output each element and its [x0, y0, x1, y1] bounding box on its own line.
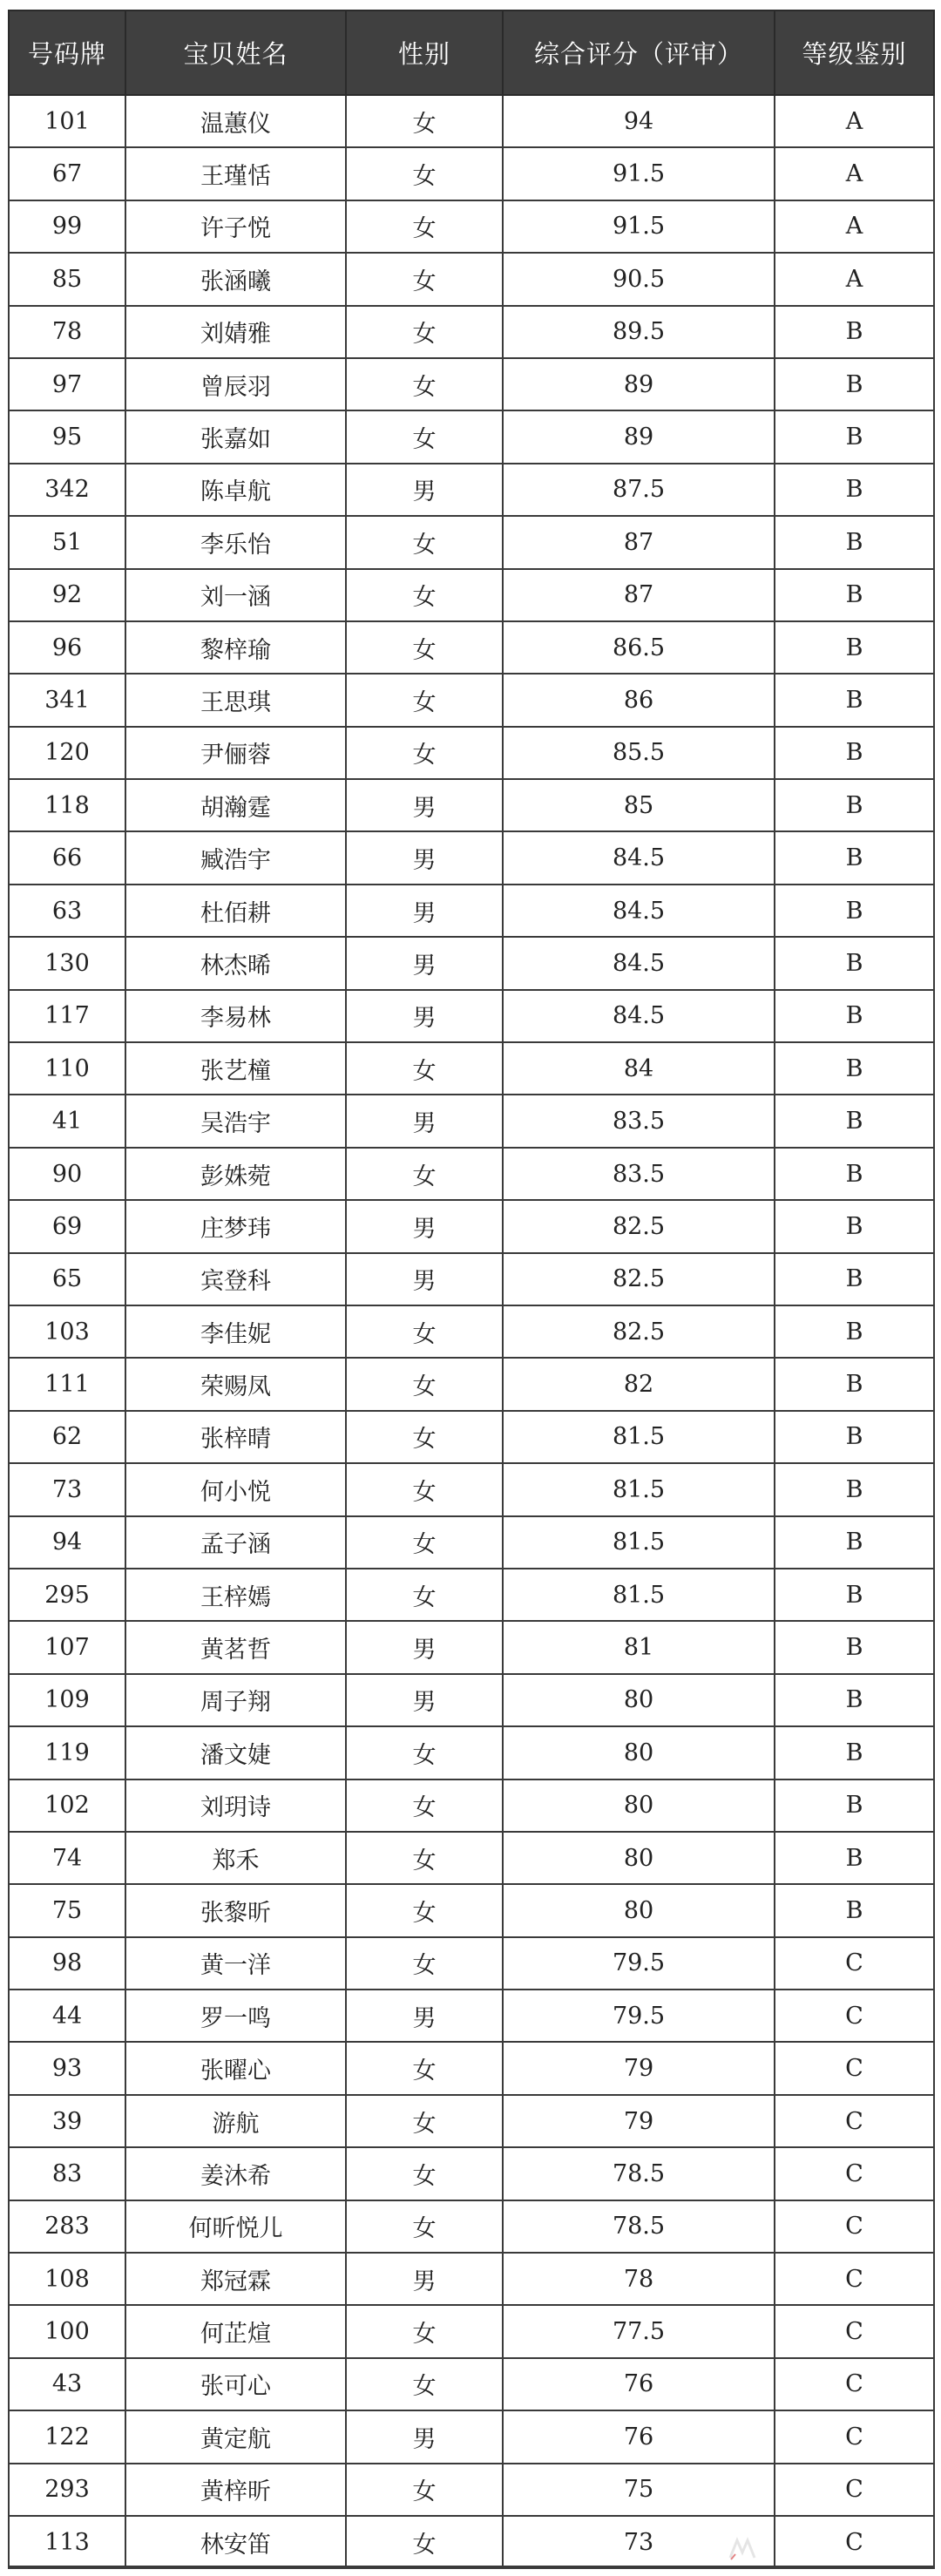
cell-score: 81.5 — [503, 1569, 775, 1621]
cell-score: 80 — [503, 1832, 775, 1884]
cell-grade: A — [775, 147, 934, 200]
cell-grade: B — [775, 1779, 934, 1832]
cell-number: 283 — [9, 2200, 125, 2253]
table-row — [9, 1990, 934, 2042]
cell-number: 78 — [9, 306, 125, 358]
table-row — [9, 1358, 934, 1410]
cell-name: 彭姝菀 — [125, 1148, 346, 1200]
cell-gender: 女 — [346, 1726, 503, 1779]
cell-number: 66 — [9, 831, 125, 884]
cell-score: 84.5 — [503, 831, 775, 884]
table-bottom-border — [8, 2566, 933, 2567]
table-row — [9, 1305, 934, 1358]
table-row — [9, 2095, 934, 2147]
cell-number: 43 — [9, 2358, 125, 2410]
cell-grade: B — [775, 1042, 934, 1095]
table-header — [9, 10, 934, 95]
cell-gender: 男 — [346, 779, 503, 831]
cell-name: 曾辰羽 — [125, 358, 346, 410]
cell-grade: B — [775, 990, 934, 1042]
cell-number: 83 — [9, 2147, 125, 2200]
cell-grade: B — [775, 779, 934, 831]
cell-score: 84.5 — [503, 937, 775, 989]
cell-score: 78.5 — [503, 2147, 775, 2200]
table-row — [9, 516, 934, 568]
cell-gender: 女 — [346, 200, 503, 253]
table-row — [9, 464, 934, 516]
table-row — [9, 831, 934, 884]
cell-name: 郑冠霖 — [125, 2253, 346, 2305]
cell-gender: 女 — [346, 1042, 503, 1095]
cell-number: 120 — [9, 727, 125, 779]
table-row — [9, 95, 934, 147]
cell-score: 89.5 — [503, 306, 775, 358]
cell-score: 83.5 — [503, 1148, 775, 1200]
cell-gender: 女 — [346, 2305, 503, 2357]
table-row — [9, 990, 934, 1042]
cell-score: 94 — [503, 95, 775, 147]
cell-grade: B — [775, 937, 934, 989]
cell-name: 张嘉如 — [125, 410, 346, 463]
cell-gender: 女 — [346, 569, 503, 621]
cell-grade: A — [775, 253, 934, 305]
cell-number: 108 — [9, 2253, 125, 2305]
cell-score: 83.5 — [503, 1095, 775, 1147]
cell-grade: B — [775, 831, 934, 884]
cell-name: 黄梓昕 — [125, 2464, 346, 2516]
cell-number: 74 — [9, 1832, 125, 1884]
table-row — [9, 1569, 934, 1621]
cell-score: 78 — [503, 2253, 775, 2305]
cell-score: 85 — [503, 779, 775, 831]
table-row — [9, 358, 934, 410]
results-table — [8, 10, 935, 2569]
cell-score: 79.5 — [503, 1937, 775, 1990]
cell-grade: B — [775, 1884, 934, 1936]
cell-number: 295 — [9, 1569, 125, 1621]
cell-grade: B — [775, 306, 934, 358]
table-row — [9, 1253, 934, 1305]
table-row — [9, 2358, 934, 2410]
table-row — [9, 2042, 934, 2094]
cell-number: 130 — [9, 937, 125, 989]
cell-number: 109 — [9, 1674, 125, 1726]
cell-grade: B — [775, 569, 934, 621]
cell-score: 79.5 — [503, 1990, 775, 2042]
cell-score: 81.5 — [503, 1463, 775, 1515]
table-row — [9, 2147, 934, 2200]
cell-name: 杜佰耕 — [125, 885, 346, 937]
cell-name: 陈卓航 — [125, 464, 346, 516]
cell-score: 76 — [503, 2358, 775, 2410]
cell-grade: C — [775, 2305, 934, 2357]
cell-name: 庄梦玮 — [125, 1200, 346, 1252]
cell-name: 李易林 — [125, 990, 346, 1042]
cell-gender: 女 — [346, 306, 503, 358]
cell-grade: C — [775, 2200, 934, 2253]
cell-number: 94 — [9, 1516, 125, 1569]
cell-grade: B — [775, 1569, 934, 1621]
cell-grade: B — [775, 885, 934, 937]
cell-grade: B — [775, 1411, 934, 1463]
cell-number: 63 — [9, 885, 125, 937]
header-score: 综合评分（评审） — [503, 10, 775, 95]
cell-grade: B — [775, 358, 934, 410]
table-row — [9, 1148, 934, 1200]
cell-number: 69 — [9, 1200, 125, 1252]
cell-name: 黄一洋 — [125, 1937, 346, 1990]
cell-gender: 男 — [346, 1200, 503, 1252]
cell-number: 341 — [9, 674, 125, 726]
cell-grade: B — [775, 1095, 934, 1147]
cell-score: 82.5 — [503, 1253, 775, 1305]
cell-score: 81.5 — [503, 1411, 775, 1463]
cell-number: 51 — [9, 516, 125, 568]
cell-name: 许子悦 — [125, 200, 346, 253]
cell-score: 85.5 — [503, 727, 775, 779]
cell-number: 65 — [9, 1253, 125, 1305]
cell-grade: B — [775, 410, 934, 463]
cell-score: 80 — [503, 1674, 775, 1726]
cell-score: 76 — [503, 2410, 775, 2463]
cell-grade: B — [775, 621, 934, 674]
cell-score: 73 — [503, 2516, 775, 2568]
cell-gender: 男 — [346, 1990, 503, 2042]
cell-name: 潘文婕 — [125, 1726, 346, 1779]
cell-gender: 女 — [346, 147, 503, 200]
cell-gender: 女 — [346, 727, 503, 779]
cell-gender: 女 — [346, 1305, 503, 1358]
table-row — [9, 2305, 934, 2357]
cell-score: 78.5 — [503, 2200, 775, 2253]
table-row — [9, 2464, 934, 2516]
cell-grade: B — [775, 1358, 934, 1410]
cell-score: 91.5 — [503, 200, 775, 253]
cell-gender: 女 — [346, 2042, 503, 2094]
cell-number: 342 — [9, 464, 125, 516]
cell-score: 80 — [503, 1884, 775, 1936]
cell-number: 93 — [9, 2042, 125, 2094]
cell-gender: 男 — [346, 990, 503, 1042]
cell-number: 117 — [9, 990, 125, 1042]
cell-name: 胡瀚霆 — [125, 779, 346, 831]
cell-grade: B — [775, 1516, 934, 1569]
cell-number: 101 — [9, 95, 125, 147]
cell-gender: 女 — [346, 2095, 503, 2147]
cell-number: 41 — [9, 1095, 125, 1147]
cell-name: 李乐怡 — [125, 516, 346, 568]
cell-gender: 女 — [346, 674, 503, 726]
cell-name: 王瑾恬 — [125, 147, 346, 200]
cell-name: 孟子涵 — [125, 1516, 346, 1569]
table-row — [9, 200, 934, 253]
cell-name: 姜沐希 — [125, 2147, 346, 2200]
cell-name: 王思琪 — [125, 674, 346, 726]
cell-gender: 女 — [346, 95, 503, 147]
cell-score: 86 — [503, 674, 775, 726]
table-row — [9, 1095, 934, 1147]
cell-gender: 女 — [346, 2147, 503, 2200]
cell-score: 80 — [503, 1726, 775, 1779]
cell-name: 张可心 — [125, 2358, 346, 2410]
table-row — [9, 1937, 934, 1990]
cell-grade: B — [775, 1726, 934, 1779]
cell-gender: 男 — [346, 2410, 503, 2463]
cell-score: 82 — [503, 1358, 775, 1410]
cell-number: 62 — [9, 1411, 125, 1463]
cell-number: 111 — [9, 1358, 125, 1410]
cell-name: 臧浩宇 — [125, 831, 346, 884]
table-row — [9, 727, 934, 779]
cell-name: 何芷煊 — [125, 2305, 346, 2357]
cell-name: 黎梓瑜 — [125, 621, 346, 674]
table-row — [9, 306, 934, 358]
cell-number: 96 — [9, 621, 125, 674]
cell-name: 周子翔 — [125, 1674, 346, 1726]
cell-number: 99 — [9, 200, 125, 253]
cell-number: 122 — [9, 2410, 125, 2463]
table-row — [9, 674, 934, 726]
cell-score: 82.5 — [503, 1305, 775, 1358]
cell-number: 293 — [9, 2464, 125, 2516]
cell-number: 95 — [9, 410, 125, 463]
cell-gender: 女 — [346, 2200, 503, 2253]
cell-name: 张黎昕 — [125, 1884, 346, 1936]
cell-name: 宾登科 — [125, 1253, 346, 1305]
cell-grade: C — [775, 2410, 934, 2463]
cell-grade: B — [775, 1200, 934, 1252]
cell-gender: 女 — [346, 2516, 503, 2568]
cell-gender: 女 — [346, 516, 503, 568]
header-name: 宝贝姓名 — [125, 10, 346, 95]
table-row — [9, 2200, 934, 2253]
cell-name: 林杰晞 — [125, 937, 346, 989]
cell-grade: B — [775, 1832, 934, 1884]
cell-name: 何小悦 — [125, 1463, 346, 1515]
cell-grade: C — [775, 2464, 934, 2516]
cell-gender: 女 — [346, 1569, 503, 1621]
table-row — [9, 253, 934, 305]
header-number: 号码牌 — [9, 10, 125, 95]
cell-gender: 男 — [346, 937, 503, 989]
cell-grade: B — [775, 1148, 934, 1200]
cell-number: 85 — [9, 253, 125, 305]
cell-name: 游航 — [125, 2095, 346, 2147]
results-table-container — [8, 10, 933, 2569]
cell-number: 103 — [9, 1305, 125, 1358]
cell-name: 黄定航 — [125, 2410, 346, 2463]
table-body — [9, 95, 934, 2568]
cell-name: 李佳妮 — [125, 1305, 346, 1358]
cell-name: 张曜心 — [125, 2042, 346, 2094]
cell-name: 刘玥诗 — [125, 1779, 346, 1832]
cell-gender: 女 — [346, 1516, 503, 1569]
cell-score: 84.5 — [503, 885, 775, 937]
cell-score: 91.5 — [503, 147, 775, 200]
table-row — [9, 1779, 934, 1832]
cell-score: 87.5 — [503, 464, 775, 516]
cell-score: 79 — [503, 2042, 775, 2094]
table-row — [9, 1884, 934, 1936]
cell-gender: 男 — [346, 1674, 503, 1726]
cell-number: 39 — [9, 2095, 125, 2147]
cell-gender: 女 — [346, 1148, 503, 1200]
cell-number: 102 — [9, 1779, 125, 1832]
cell-gender: 女 — [346, 1463, 503, 1515]
cell-number: 73 — [9, 1463, 125, 1515]
table-row — [9, 2253, 934, 2305]
cell-number: 98 — [9, 1937, 125, 1990]
cell-grade: B — [775, 1253, 934, 1305]
cell-gender: 女 — [346, 1937, 503, 1990]
cell-name: 温蕙仪 — [125, 95, 346, 147]
cell-score: 81 — [503, 1621, 775, 1673]
cell-grade: A — [775, 95, 934, 147]
cell-gender: 女 — [346, 410, 503, 463]
cell-name: 刘一涵 — [125, 569, 346, 621]
cell-name: 荣赐凤 — [125, 1358, 346, 1410]
cell-name: 张梓晴 — [125, 1411, 346, 1463]
cell-gender: 男 — [346, 2253, 503, 2305]
table-row — [9, 1674, 934, 1726]
cell-gender: 女 — [346, 621, 503, 674]
table-row — [9, 1463, 934, 1515]
table-row — [9, 1726, 934, 1779]
cell-grade: C — [775, 2095, 934, 2147]
cell-number: 97 — [9, 358, 125, 410]
table-row — [9, 779, 934, 831]
cell-name: 张艺橦 — [125, 1042, 346, 1095]
cell-gender: 女 — [346, 2464, 503, 2516]
cell-score: 77.5 — [503, 2305, 775, 2357]
cell-score: 80 — [503, 1779, 775, 1832]
watermark-logo-icon — [728, 2535, 758, 2561]
cell-gender: 男 — [346, 1253, 503, 1305]
cell-gender: 女 — [346, 1411, 503, 1463]
header-gender: 性别 — [346, 10, 503, 95]
cell-number: 110 — [9, 1042, 125, 1095]
table-row — [9, 147, 934, 200]
cell-grade: B — [775, 464, 934, 516]
cell-score: 90.5 — [503, 253, 775, 305]
cell-grade: C — [775, 2147, 934, 2200]
cell-score: 87 — [503, 516, 775, 568]
table-row — [9, 621, 934, 674]
cell-score: 89 — [503, 358, 775, 410]
cell-grade: C — [775, 2253, 934, 2305]
cell-score: 81.5 — [503, 1516, 775, 1569]
cell-gender: 女 — [346, 253, 503, 305]
cell-gender: 女 — [346, 1832, 503, 1884]
cell-score: 89 — [503, 410, 775, 463]
cell-name: 刘婧雅 — [125, 306, 346, 358]
cell-gender: 女 — [346, 1358, 503, 1410]
cell-grade: C — [775, 1990, 934, 2042]
header-grade: 等级鉴别 — [775, 10, 934, 95]
cell-grade: C — [775, 2358, 934, 2410]
cell-name: 吴浩宇 — [125, 1095, 346, 1147]
cell-grade: A — [775, 200, 934, 253]
table-row — [9, 410, 934, 463]
cell-score: 82.5 — [503, 1200, 775, 1252]
cell-grade: B — [775, 1305, 934, 1358]
cell-score: 87 — [503, 569, 775, 621]
cell-number: 75 — [9, 1884, 125, 1936]
cell-gender: 男 — [346, 885, 503, 937]
header-row — [9, 10, 934, 95]
cell-grade: B — [775, 1621, 934, 1673]
cell-gender: 男 — [346, 464, 503, 516]
cell-name: 王梓嫣 — [125, 1569, 346, 1621]
table-row — [9, 937, 934, 989]
cell-grade: B — [775, 674, 934, 726]
cell-number: 90 — [9, 1148, 125, 1200]
cell-grade: C — [775, 2516, 934, 2568]
cell-gender: 男 — [346, 1095, 503, 1147]
table-row — [9, 1042, 934, 1095]
cell-gender: 男 — [346, 831, 503, 884]
cell-grade: C — [775, 2042, 934, 2094]
table-row — [9, 2410, 934, 2463]
cell-score: 86.5 — [503, 621, 775, 674]
cell-gender: 女 — [346, 1884, 503, 1936]
table-row — [9, 1621, 934, 1673]
table-row — [9, 1832, 934, 1884]
table-row — [9, 569, 934, 621]
cell-score: 84.5 — [503, 990, 775, 1042]
cell-gender: 女 — [346, 1779, 503, 1832]
cell-score: 84 — [503, 1042, 775, 1095]
cell-grade: B — [775, 1463, 934, 1515]
table-row — [9, 1411, 934, 1463]
cell-grade: B — [775, 727, 934, 779]
cell-name: 林安笛 — [125, 2516, 346, 2568]
watermark — [728, 2531, 929, 2566]
cell-name: 黄茗哲 — [125, 1621, 346, 1673]
cell-number: 67 — [9, 147, 125, 200]
table-row — [9, 885, 934, 937]
cell-number: 113 — [9, 2516, 125, 2568]
cell-name: 罗一鸣 — [125, 1990, 346, 2042]
cell-grade: B — [775, 516, 934, 568]
cell-number: 92 — [9, 569, 125, 621]
cell-number: 100 — [9, 2305, 125, 2357]
cell-gender: 男 — [346, 1621, 503, 1673]
cell-grade: C — [775, 1937, 934, 1990]
cell-number: 118 — [9, 779, 125, 831]
cell-name: 尹俪蓉 — [125, 727, 346, 779]
cell-number: 119 — [9, 1726, 125, 1779]
cell-score: 75 — [503, 2464, 775, 2516]
cell-name: 郑禾 — [125, 1832, 346, 1884]
cell-name: 张涵曦 — [125, 253, 346, 305]
table-row — [9, 1516, 934, 1569]
cell-number: 44 — [9, 1990, 125, 2042]
cell-gender: 女 — [346, 358, 503, 410]
cell-score: 79 — [503, 2095, 775, 2147]
cell-name: 何昕悦儿 — [125, 2200, 346, 2253]
cell-number: 107 — [9, 1621, 125, 1673]
cell-grade: B — [775, 1674, 934, 1726]
table-row — [9, 1200, 934, 1252]
cell-gender: 女 — [346, 2358, 503, 2410]
